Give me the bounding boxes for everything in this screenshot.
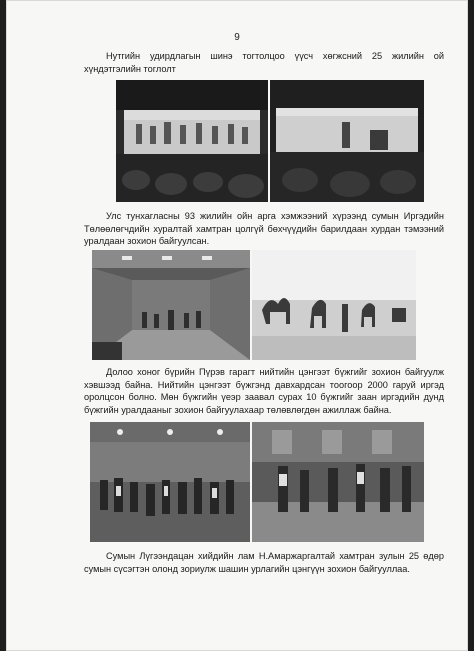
camel-race-photo [252, 250, 416, 360]
page-number: 9 [234, 32, 240, 43]
wrestling-hall-photo [92, 250, 250, 360]
public-dance-photo-1 [90, 422, 250, 542]
public-dance-photo-2 [252, 422, 424, 542]
paragraph-wrestling: Улс тунхагласны 93 жилийн ойн арга хэмжээний хүрээнд сумын Иргэдийн Төлөөлөгчдийн хуралтай хамтран цолгүй бөхчүүдийн барилдаан хурдан тэмээний уралдаан зохион байгуулсан. [84, 211, 444, 246]
paragraph-dance: Долоо хоног бүрийн Пүрэв гарагт нийтийн цэнгээт бүжгийг зохион байгуулж хэвшээд байна. Нийтийн цэнгээт бүжгэнд давхардсан тоогоор 2000 гаруй иргэд оролцсон болно. Мөн бүжгийн үеэр заавал сурах 10 бүжгийг заан иргэдийн дунд бүжгийн уралдааныг зохион байгуулахаар төлөвлөгдөн ажиллаж байна. [84, 367, 444, 415]
paragraph-religious: Сумын Лүгээндацан хийдийн лам Н.Амаржаргалтай хамтран зулын 25 өдөр сумын сүсэгтэн олонд зориулж шашин урлагийн цэнгүүн зохион байгууллаа. [84, 551, 444, 574]
concert-stage-photo [116, 80, 268, 202]
paragraph-concert: Нутгийн удирдлагын шинэ тогтолцоо үүсч хөгжсний 25 жилийн ой хүндэтгэлийн тоглолт [84, 51, 444, 74]
concert-performer-photo [270, 80, 424, 202]
document-page [6, 0, 468, 651]
